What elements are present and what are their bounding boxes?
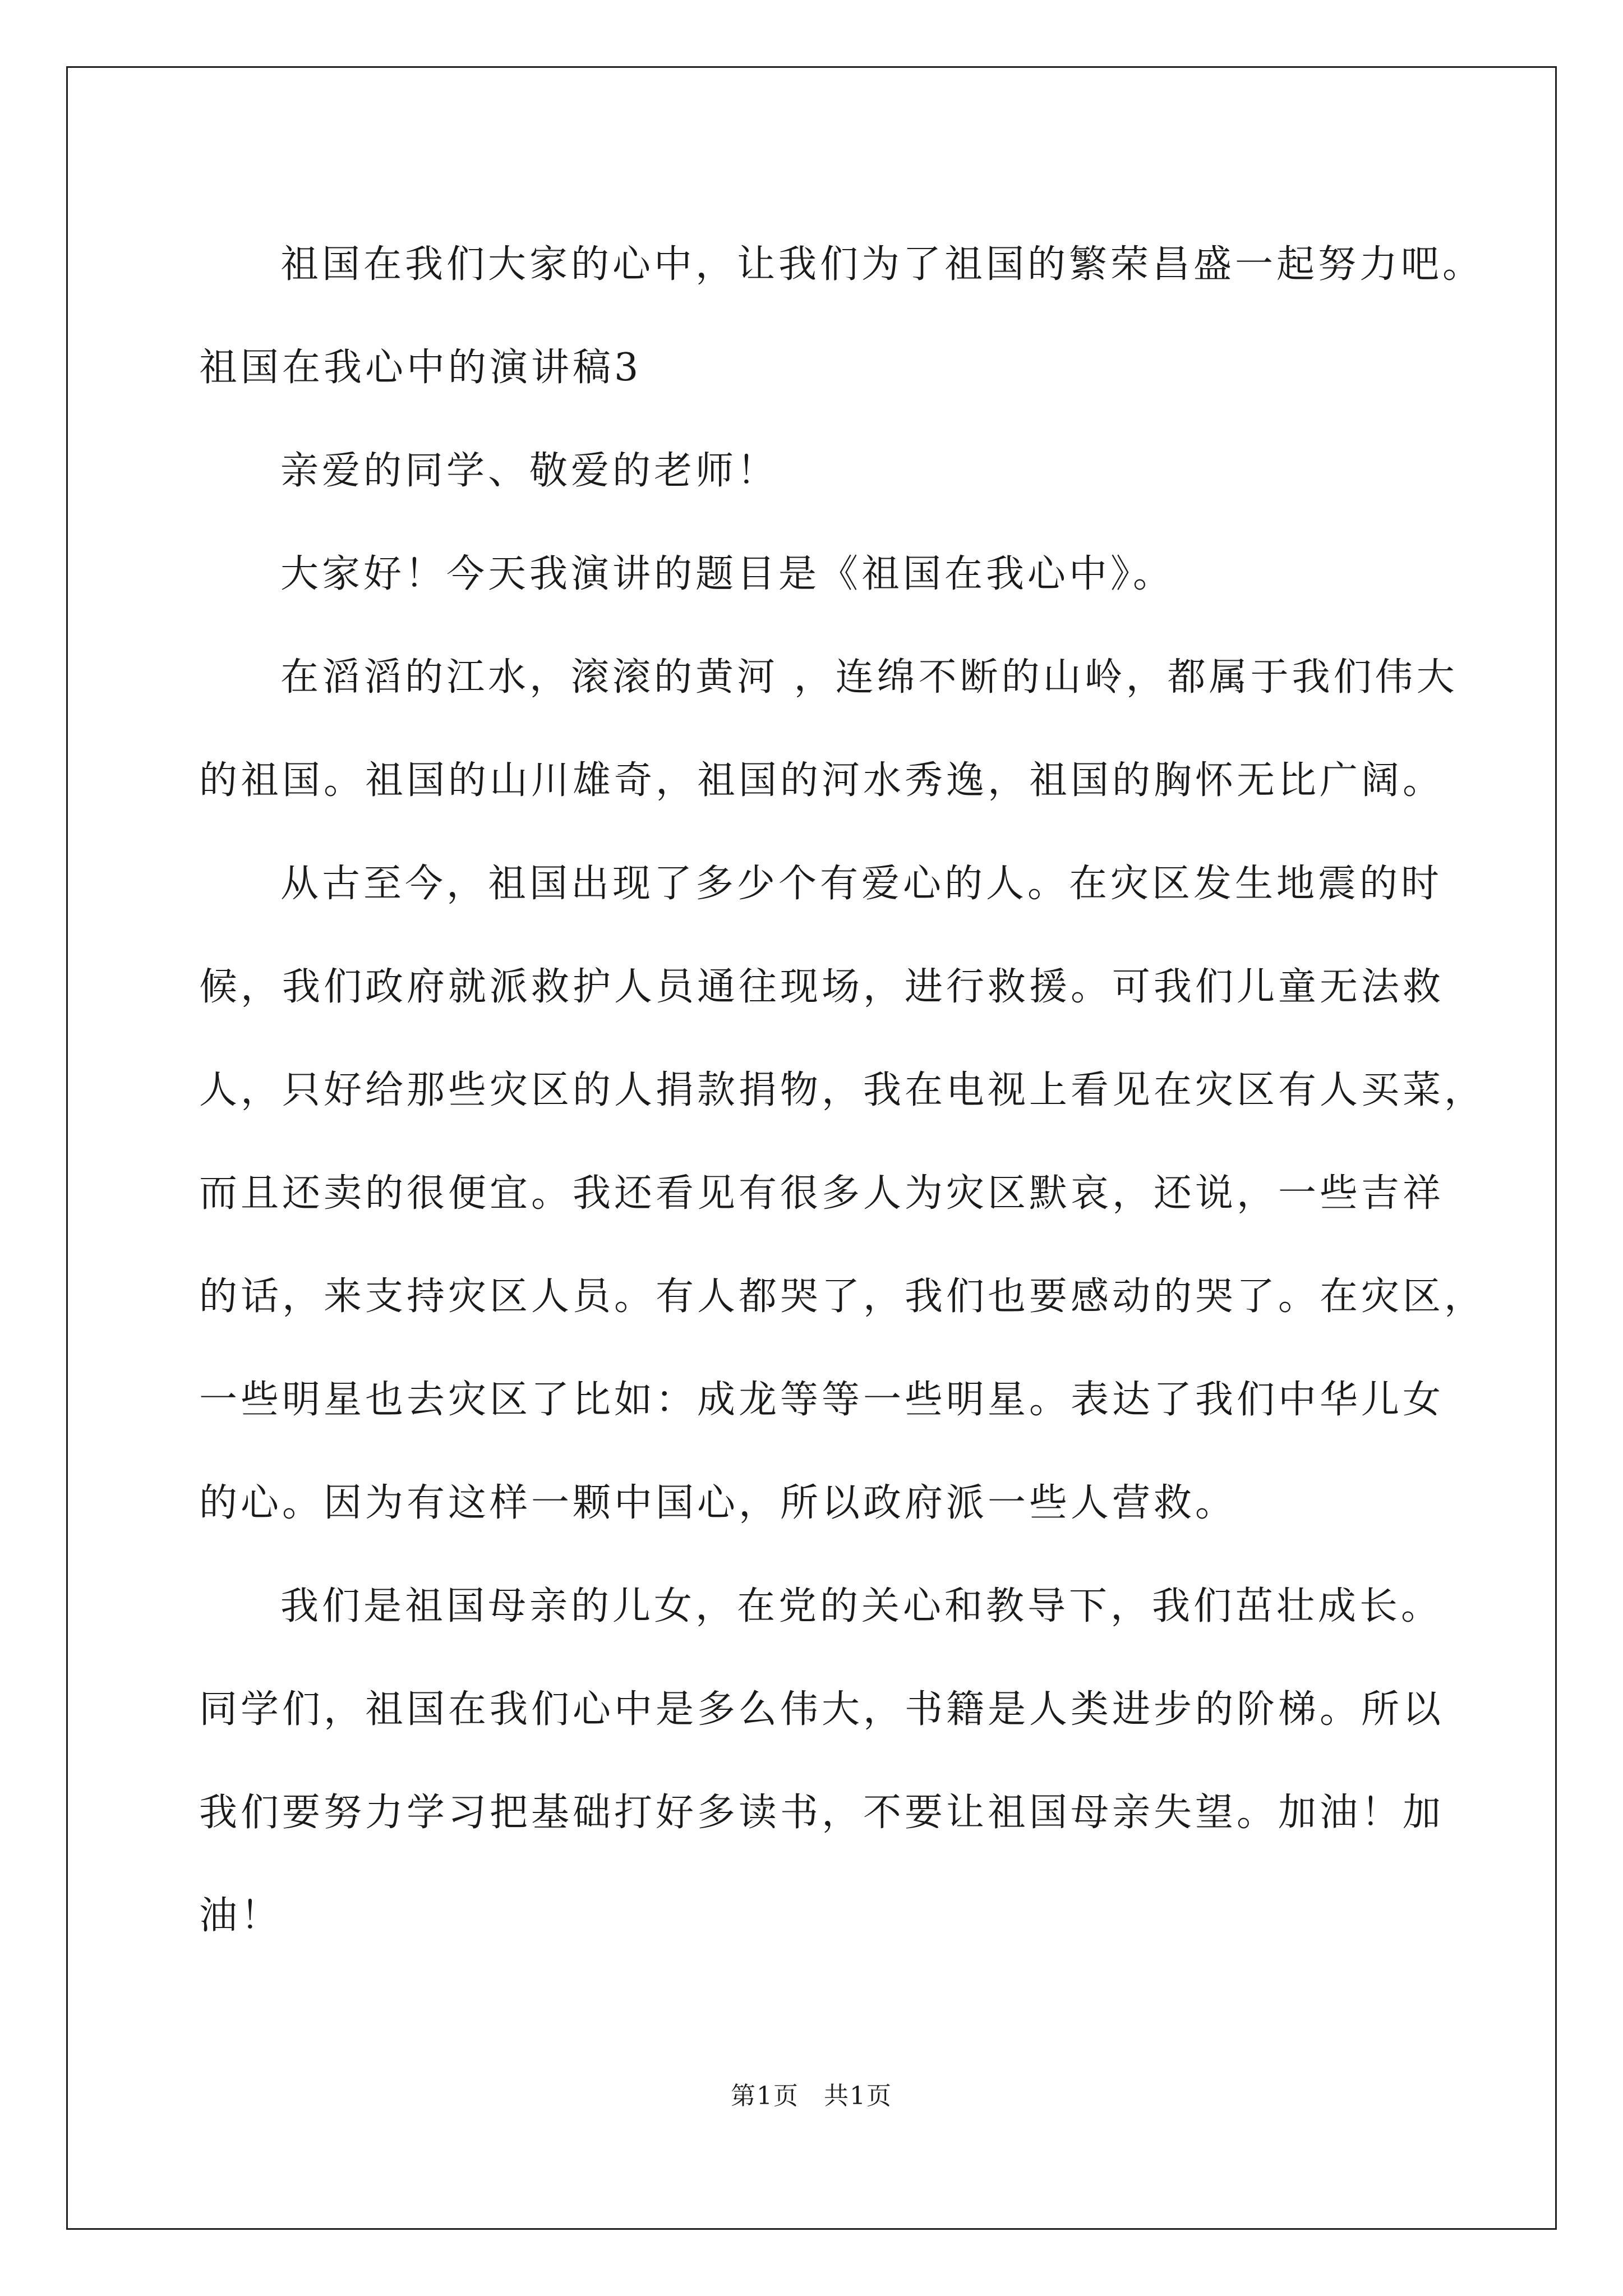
paragraph-line: 我们要努力学习把基础打好多读书，不要让祖国母亲失望。加油！加 — [199, 1791, 1445, 1835]
page-footer — [0, 2076, 1623, 2111]
document-body — [199, 213, 1486, 1968]
paragraph-line: 油！ — [199, 1894, 283, 1938]
paragraph-line: 的话，来支持灾区人员。有人都哭了，我们也要感动的哭了。在灾区， — [199, 1274, 1486, 1319]
paragraph-line: 我们是祖国母亲的儿女，在党的关心和教导下，我们茁壮成长。 — [280, 1584, 1443, 1628]
page-number-current: 第1页 — [731, 2082, 799, 2110]
paragraph-line: 而且还卖的很便宜。我还看见有很多人为灾区默哀，还说，一些吉祥 — [199, 1171, 1445, 1216]
page-number-total: 共1页 — [824, 2082, 892, 2110]
paragraph-line: 祖国在我们大家的心中，让我们为了祖国的繁荣昌盛一起努力吧。 — [280, 242, 1484, 287]
paragraph-line: 的心。因为有这样一颗中国心，所以政府派一些人营救。 — [199, 1481, 1237, 1525]
paragraph-line: 同学们，祖国在我们心中是多么伟大，书籍是人类进步的阶梯。所以 — [199, 1687, 1445, 1732]
paragraph-line: 在滔滔的江水，滚滚的黄河 ，连绵不断的山岭，都属于我们伟大 — [280, 655, 1458, 700]
paragraph-line: 大家好！今天我演讲的题目是《祖国在我心中》。 — [280, 552, 1175, 596]
paragraph-line: 的祖国。祖国的山川雄奇，祖国的河水秀逸，祖国的胸怀无比广阔。 — [199, 758, 1445, 803]
section-title: 祖国在我心中的演讲稿3 — [199, 346, 642, 390]
paragraph-line: 一些明星也去灾区了比如：成龙等等一些明星。表达了我们中华儿女 — [199, 1378, 1445, 1422]
paragraph-line: 人，只好给那些灾区的人捐款捐物，我在电视上看见在灾区有人买菜， — [199, 1068, 1486, 1112]
paragraph-line: 从古至今，祖国出现了多少个有爱心的人。在灾区发生地震的时 — [280, 862, 1443, 906]
paragraph-line: 亲爱的同学、敬爱的老师！ — [280, 449, 779, 493]
paragraph-line: 候，我们政府就派救护人员通往现场，进行救援。可我们儿童无法救 — [199, 965, 1445, 1009]
